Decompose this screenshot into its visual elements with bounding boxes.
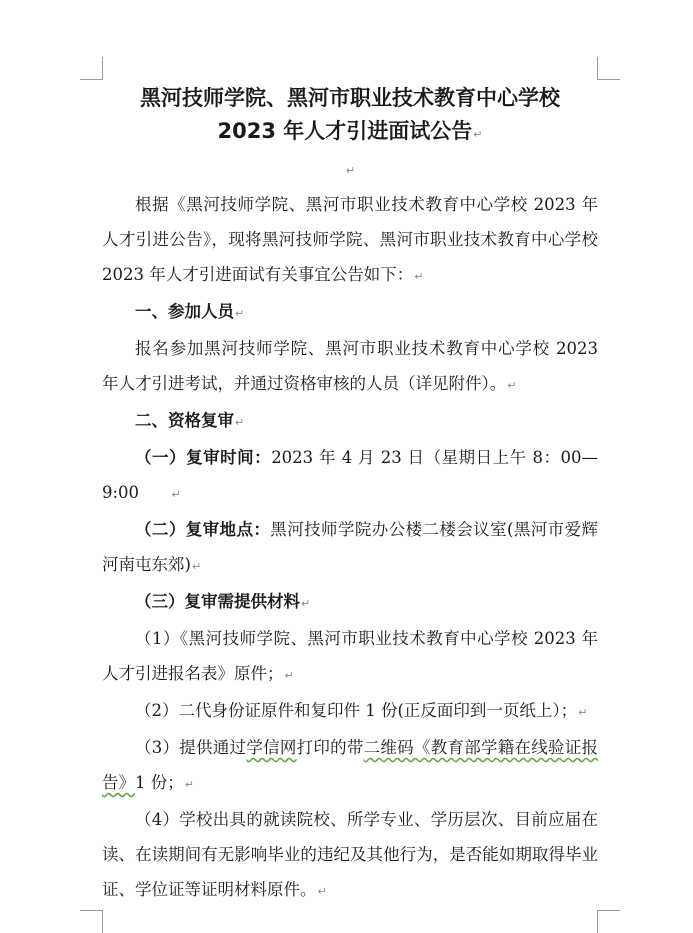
review-place-paragraph (102, 512, 598, 584)
document-title (102, 82, 598, 151)
paragraph-mark-icon: ↵ (507, 379, 517, 392)
paragraph-mark-icon: ↵ (235, 416, 245, 429)
crop-mark-bottom-right (597, 910, 620, 933)
material-item-3: （3）提供通过学信网打印的带二维码《教育部学籍在线验证报告》1 份；↵ (102, 738, 599, 792)
paragraph-mark-icon: ↵ (184, 778, 194, 791)
paragraph-mark-icon: ↵ (414, 270, 424, 283)
review-time-value: 2023 年 4 月 23 日（星期日上午 8：00—9:00 (102, 448, 599, 502)
paragraph-mark-icon: ↵ (317, 885, 327, 898)
section-heading-review: 二、资格复审↵ (135, 411, 245, 430)
material-item-2: （2）二代身份证原件和复印件 1 份(正反面印到一页纸上）；↵ (135, 701, 588, 720)
participants-paragraph: 报名参加黑河技师学院、黑河市职业技术教育中心学校 2023 年人才引进考试，并通过资格审核的人员（详见附件）。↵ (102, 339, 598, 393)
spellcheck-underline: 学信网 (246, 738, 297, 757)
document-body (102, 82, 598, 909)
paragraph-mark-icon: ↵ (473, 128, 483, 141)
title-line-1: 黑河技师学院、黑河市职业技术教育中心学校 (140, 86, 560, 110)
materials-heading: （三）复审需提供材料↵ (135, 592, 311, 611)
crop-mark-bottom-left (80, 910, 103, 933)
spellcheck-underline: 二维码《教育部学籍在线验证报告》 (102, 738, 599, 792)
crop-mark-top-right (597, 57, 620, 80)
paragraph-mark-icon: ↵ (284, 669, 294, 682)
paragraph-mark-icon: ↵ (345, 164, 356, 177)
review-place-value: 黑河技师学院办公楼二楼会议室(黑河市爱辉河南屯东郊) (102, 520, 599, 574)
crop-mark-top-left (80, 57, 103, 80)
review-place-label: （二）复审地点： (135, 520, 271, 539)
intro-paragraph: 根据《黑河技师学院、黑河市职业技术教育中心学校 2023 年人才引进公告》，现将黑河技师学院、黑河市职业技术教育中心学校 2023 年人才引进面试有关事宜公告如下：↵ (102, 195, 598, 284)
paragraph-mark-icon: ↵ (578, 706, 588, 719)
paragraph-mark-icon: ↵ (235, 307, 245, 320)
review-time-paragraph (102, 440, 598, 512)
paragraph-mark-icon: ↵ (191, 560, 202, 573)
section-heading-participants: 一、参加人员↵ (135, 302, 245, 321)
paragraph-mark-icon: ↵ (301, 597, 311, 610)
material-item-4: （4）学校出具的就读院校、所学专业、学历层次、目前应届在读、在读期间有无影响毕业的违纪及其他行为，是否能如期取得毕业证、学位证等证明材料原件。↵ (102, 810, 598, 899)
paragraph-mark-icon: ↵ (171, 488, 181, 501)
empty-paragraph (102, 151, 598, 187)
review-time-label: （一）复审时间： (135, 448, 272, 467)
material-item-1: （1）《黑河技师学院、黑河市职业技术教育中心学校 2023 年人才引进报名表》原件；↵ (102, 629, 598, 683)
title-line-2: 2023 年人才引进面试公告↵ (217, 119, 483, 143)
